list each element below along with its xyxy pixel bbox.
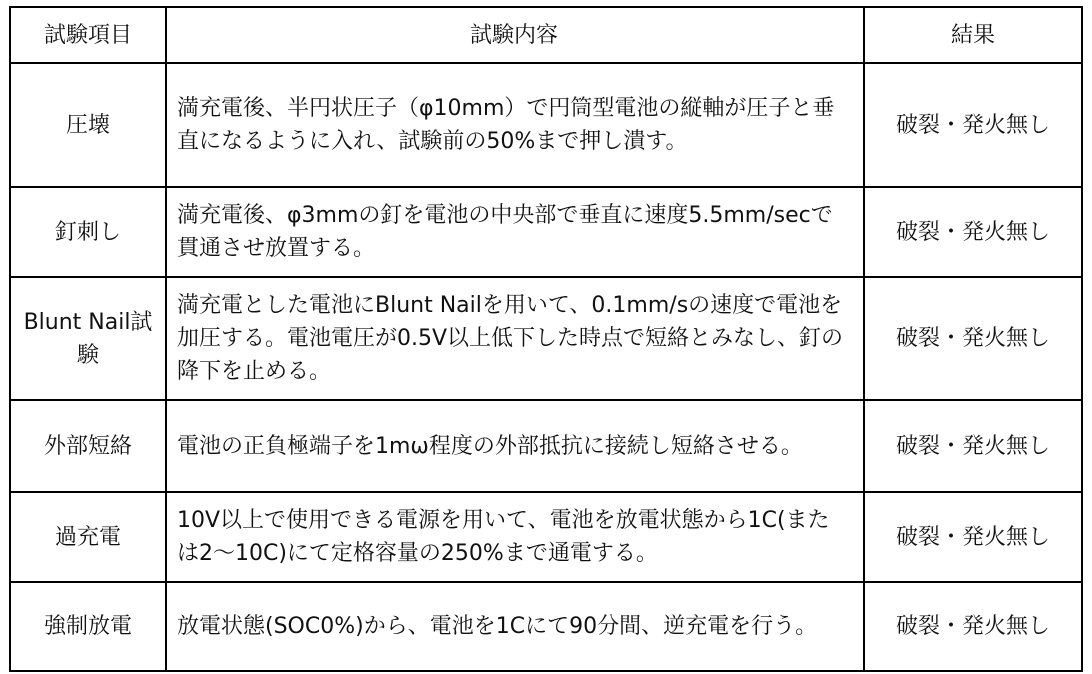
test-item-cell: 強制放電 [10, 582, 166, 671]
test-result-cell: 破裂・発火無し [864, 187, 1082, 277]
test-result-cell: 破裂・発火無し [864, 277, 1082, 400]
test-result-cell: 破裂・発火無し [864, 492, 1082, 582]
table-row [10, 277, 1082, 400]
test-item-cell [10, 277, 166, 400]
header-result: 結果 [864, 7, 1082, 63]
test-content-cell: 満充電とした電池にBlunt Nailを用いて、0.1mm/sの速度で電池を加圧する。電池電圧が0.5V以上低下した時点で短絡とみなし、釘の降下を止める。 [166, 277, 864, 400]
safety-test-table [9, 6, 1083, 672]
table-row [10, 582, 1082, 671]
test-result-cell: 破裂・発火無し [864, 582, 1082, 671]
header-row [10, 7, 1082, 63]
test-item-cell: 圧壊 [10, 63, 166, 187]
test-item-cell: 過充電 [10, 492, 166, 582]
test-item-label: Blunt Nail試験 [23, 309, 153, 368]
test-result-cell: 破裂・発火無し [864, 400, 1082, 492]
header-test-item: 試験項目 [10, 7, 166, 63]
test-content-cell: 満充電後、半円状圧子（φ10mm）で円筒型電池の縦軸が圧子と垂直になるように入れ、試験前の50%まで押し潰す。 [166, 63, 864, 187]
table-row [10, 63, 1082, 187]
test-content-cell: 10V以上で使用できる電源を用いて、電池を放電状態から1C(または2〜10C)にて定格容量の250%まで通電する。 [166, 492, 864, 582]
test-content-cell: 満充電後、φ3mmの釘を電池の中央部で垂直に速度5.5mm/secで貫通させ放置する。 [166, 187, 864, 277]
test-content-cell: 放電状態(SOC0%)から、電池を1Cにて90分間、逆充電を行う。 [166, 582, 864, 671]
test-item-cell: 外部短絡 [10, 400, 166, 492]
test-content-cell: 電池の正負極端子を1mω程度の外部抵抗に接続し短絡させる。 [166, 400, 864, 492]
table-row [10, 492, 1082, 582]
table-row [10, 400, 1082, 492]
header-test-content: 試験内容 [166, 7, 864, 63]
test-item-cell: 釘刺し [10, 187, 166, 277]
test-result-cell: 破裂・発火無し [864, 63, 1082, 187]
table-row [10, 187, 1082, 277]
